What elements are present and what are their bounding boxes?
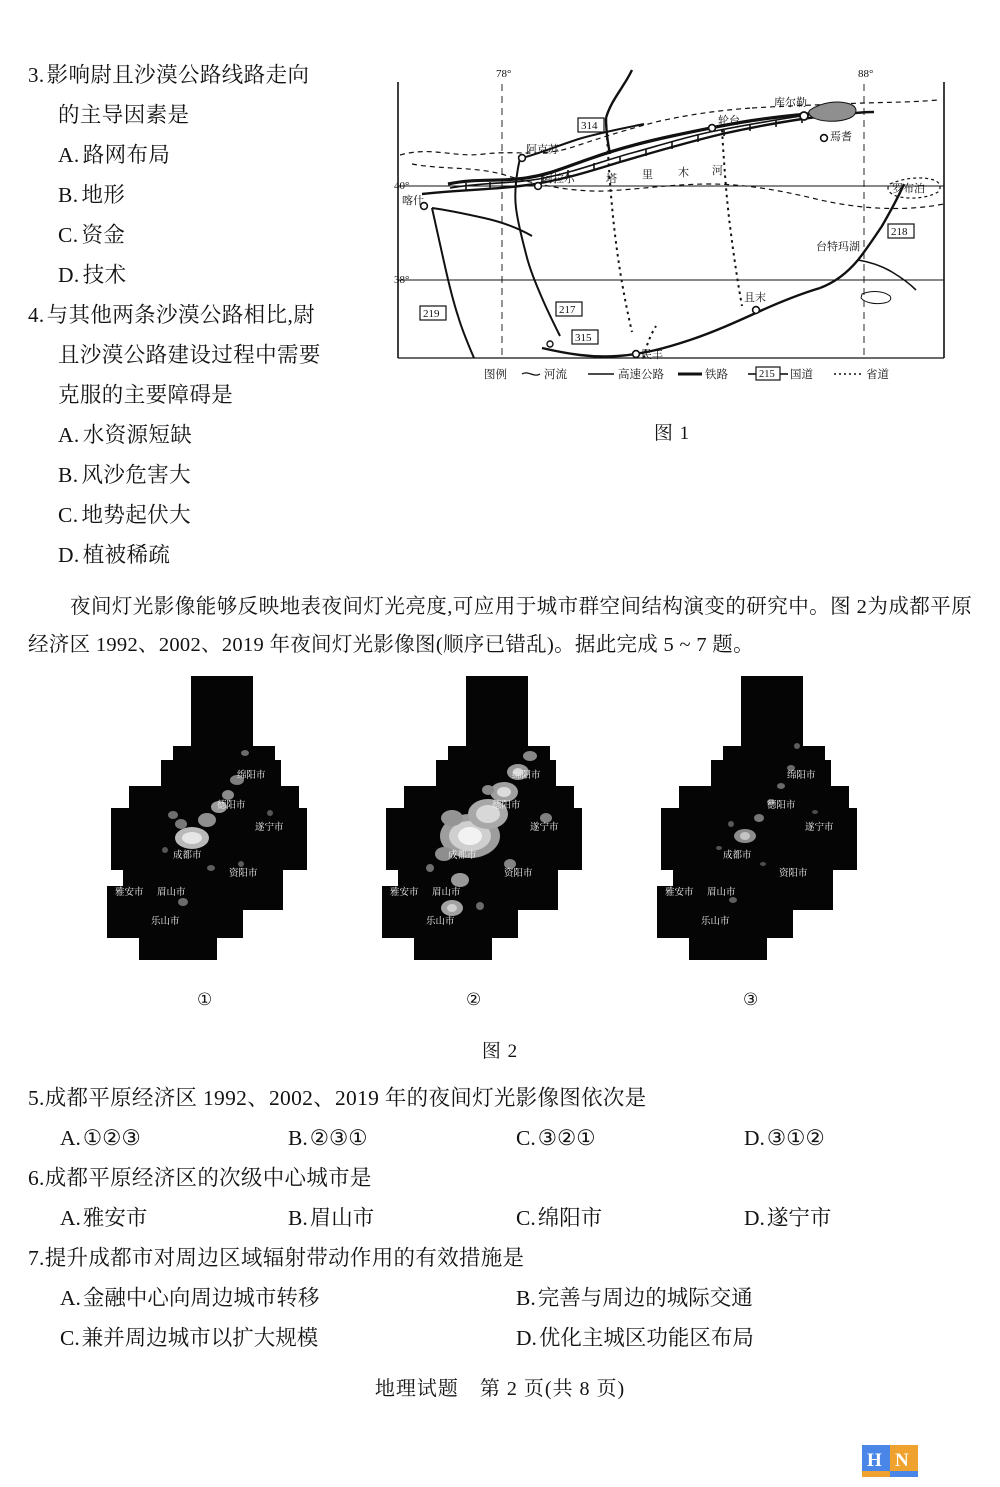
city-label-chengdu: 成都市 bbox=[448, 850, 477, 861]
option-label: A. bbox=[58, 423, 80, 447]
label-yanqi: 焉耆 bbox=[830, 131, 852, 143]
question-5-number: 5. bbox=[28, 1086, 45, 1110]
question-6-option-a[interactable] bbox=[60, 1198, 288, 1238]
option-text: 遂宁市 bbox=[766, 1206, 832, 1230]
city-label-meishan: 眉山市 bbox=[432, 887, 461, 898]
nightlight-panel-1 bbox=[95, 668, 365, 1009]
latitude-label-40: 40° bbox=[394, 180, 410, 192]
option-label: B. bbox=[288, 1206, 308, 1230]
svg-text:217: 217 bbox=[559, 304, 576, 316]
question-5-options bbox=[28, 1118, 972, 1158]
option-text: ③①② bbox=[766, 1126, 825, 1150]
question-3-option-c[interactable] bbox=[28, 215, 380, 255]
option-text: 地形 bbox=[81, 183, 126, 207]
label-minfeng: 民丰 bbox=[641, 349, 663, 361]
city-label-mianyang: 绵阳市 bbox=[512, 770, 541, 781]
question-4-option-d[interactable] bbox=[28, 535, 380, 575]
city-dot-alaer bbox=[535, 183, 542, 190]
city-label-deyang: 德阳市 bbox=[217, 800, 246, 811]
shield-315 bbox=[572, 330, 598, 344]
city-dot-hotan bbox=[547, 341, 553, 347]
label-alaer: 阿拉尔 bbox=[542, 173, 575, 185]
nightlight-panels bbox=[95, 668, 915, 1009]
panel-3-number: ③ bbox=[743, 990, 759, 1009]
city-dot-qiemo bbox=[753, 307, 760, 314]
question-7-number: 7. bbox=[28, 1246, 45, 1270]
hn-book-logo bbox=[852, 1442, 934, 1480]
city-label-yaan: 雅安市 bbox=[390, 887, 419, 898]
city-label-chengdu: 成都市 bbox=[173, 850, 202, 861]
shield-217 bbox=[556, 302, 582, 316]
city-dot-aksu bbox=[519, 155, 526, 162]
longitude-label-88: 88° bbox=[858, 68, 874, 80]
option-label: D. bbox=[744, 1126, 765, 1150]
top-section bbox=[0, 0, 1000, 580]
question-4-option-a[interactable] bbox=[28, 415, 380, 455]
figure-2-caption: 图 2 bbox=[481, 1041, 519, 1062]
question-3-option-b[interactable] bbox=[28, 175, 380, 215]
city-label-yaan: 雅安市 bbox=[665, 887, 694, 898]
city-label-meishan: 眉山市 bbox=[707, 887, 736, 898]
legend-label-river: 河流 bbox=[544, 369, 567, 381]
svg-text:315: 315 bbox=[575, 332, 592, 344]
svg-text:314: 314 bbox=[581, 120, 598, 132]
map-svg bbox=[392, 58, 952, 388]
option-label: A. bbox=[60, 1286, 81, 1310]
label-he: 河 bbox=[712, 165, 723, 177]
passage-text: 夜间灯光影像能够反映地表夜间灯光亮度,可应用于城市群空间结构演变的研究中。图 2为成都平原经济区 1992、2002、2019 年夜间灯光影像图(顺序已错乱)。据此完成 5 ~ 7 题。 bbox=[28, 596, 972, 656]
question-4-stem-line3: 克服的主要障碍是 bbox=[58, 383, 234, 407]
option-label: C. bbox=[516, 1126, 536, 1150]
question-6-option-c[interactable] bbox=[516, 1198, 744, 1238]
legend-label-national-road: 国道 bbox=[790, 369, 813, 381]
logo-right-foot bbox=[890, 1471, 918, 1477]
nightlight-image-1 bbox=[95, 668, 365, 988]
svg-text:218: 218 bbox=[891, 226, 908, 238]
option-label: D. bbox=[58, 543, 80, 567]
option-label: C. bbox=[58, 503, 79, 527]
option-text: 优化主城区功能区布局 bbox=[538, 1326, 754, 1350]
label-aksu: 阿克苏 bbox=[526, 144, 559, 156]
figure-1-caption: 图 1 bbox=[653, 423, 691, 444]
option-text: 风沙危害大 bbox=[81, 463, 192, 487]
longitude-label-78: 78° bbox=[496, 68, 512, 80]
question-7 bbox=[28, 1238, 972, 1358]
question-7-stem bbox=[28, 1238, 972, 1278]
page-footer: 地理试题 第 2 页(共 8 页) bbox=[374, 1378, 626, 1400]
city-dot-luntai bbox=[709, 125, 716, 132]
city-dot-yanqi bbox=[821, 135, 828, 142]
option-text: 地势起伏大 bbox=[81, 503, 192, 527]
option-label: A. bbox=[58, 143, 80, 167]
city-label-ziyang: 资阳市 bbox=[229, 868, 258, 879]
option-label: D. bbox=[516, 1326, 537, 1350]
question-column-left bbox=[28, 55, 380, 575]
option-label: A. bbox=[60, 1126, 81, 1150]
question-4-stem-line2: 且沙漠公路建设过程中需要 bbox=[58, 343, 321, 367]
question-6-option-d[interactable] bbox=[744, 1198, 972, 1238]
label-korla: 库尔勒 bbox=[774, 97, 807, 109]
label-lopnur: 罗布泊 bbox=[892, 183, 925, 195]
option-label: C. bbox=[60, 1326, 80, 1350]
option-text: 兼并周边城市以扩大规模 bbox=[81, 1326, 319, 1350]
question-6-number: 6. bbox=[28, 1166, 45, 1190]
label-li: 里 bbox=[642, 169, 653, 181]
question-4-option-c[interactable] bbox=[28, 495, 380, 535]
question-5-text: 成都平原经济区 1992、2002、2019 年的夜间灯光影像图依次是 bbox=[44, 1086, 647, 1110]
shield-218 bbox=[888, 224, 914, 238]
city-dot-minfeng bbox=[633, 351, 640, 358]
option-text: 雅安市 bbox=[82, 1206, 148, 1230]
tarim-basin-map bbox=[392, 58, 952, 381]
figure-2 bbox=[0, 668, 1000, 1068]
city-label-mianyang: 绵阳市 bbox=[787, 770, 816, 781]
option-label: C. bbox=[58, 223, 79, 247]
publisher-logo bbox=[852, 1442, 934, 1480]
city-label-suining: 遂宁市 bbox=[530, 822, 559, 833]
city-label-deyang: 德阳市 bbox=[492, 800, 521, 811]
panel-1-number: ① bbox=[197, 990, 213, 1009]
latitude-label-38: 38° bbox=[394, 274, 410, 286]
question-7-option-b[interactable] bbox=[516, 1278, 972, 1318]
city-label-chengdu: 成都市 bbox=[723, 850, 752, 861]
label-ta: 塔 bbox=[606, 173, 617, 185]
logo-left-foot bbox=[862, 1471, 890, 1477]
option-label: D. bbox=[744, 1206, 765, 1230]
option-text: 眉山市 bbox=[309, 1206, 375, 1230]
question-7-text: 提升成都市对周边区域辐射带动作用的有效措施是 bbox=[44, 1246, 525, 1270]
question-5-stem bbox=[28, 1078, 972, 1118]
question-6-options bbox=[28, 1198, 972, 1238]
question-3-stem-line1: 影响尉且沙漠公路线路走向 bbox=[46, 63, 310, 87]
option-text: 水资源短缺 bbox=[82, 423, 193, 447]
option-text: 路网布局 bbox=[82, 143, 171, 167]
label-mu: 木 bbox=[678, 167, 689, 179]
question-7-option-a[interactable] bbox=[60, 1278, 516, 1318]
question-4-number: 4. bbox=[28, 303, 45, 327]
option-label: B. bbox=[288, 1126, 308, 1150]
question-6-option-b[interactable] bbox=[288, 1198, 516, 1238]
city-label-mianyang: 绵阳市 bbox=[237, 770, 266, 781]
option-label: C. bbox=[516, 1206, 536, 1230]
question-3-number: 3. bbox=[28, 63, 45, 87]
option-label: B. bbox=[58, 463, 79, 487]
question-7-options-row2 bbox=[28, 1318, 972, 1358]
city-label-leshan: 乐山市 bbox=[151, 916, 180, 927]
legend-label-provincial-road: 省道 bbox=[866, 369, 889, 381]
city-label-ziyang: 资阳市 bbox=[779, 868, 808, 879]
panel-2-number: ② bbox=[466, 990, 482, 1009]
city-label-ziyang: 资阳市 bbox=[504, 868, 533, 879]
label-kashi: 喀什 bbox=[402, 195, 424, 207]
question-7-option-d[interactable] bbox=[516, 1318, 972, 1358]
city-label-suining: 遂宁市 bbox=[805, 822, 834, 833]
question-4-stem-line1: 与其他两条沙漠公路相比,尉 bbox=[46, 303, 316, 327]
question-6-stem bbox=[28, 1158, 972, 1198]
option-text: 技术 bbox=[82, 263, 127, 287]
shield-314 bbox=[578, 118, 604, 132]
question-5 bbox=[28, 1078, 972, 1158]
svg-text:219: 219 bbox=[423, 308, 440, 320]
city-dot-korla bbox=[800, 112, 808, 120]
legend-label-railway: 铁路 bbox=[705, 369, 728, 381]
question-5-option-d[interactable] bbox=[744, 1118, 972, 1158]
nightlight-panel-3 bbox=[645, 668, 915, 1009]
question-7-options-row1 bbox=[28, 1278, 972, 1318]
option-text: 金融中心向周边城市转移 bbox=[82, 1286, 320, 1310]
option-label: B. bbox=[516, 1286, 536, 1310]
question-3-option-d[interactable] bbox=[28, 255, 380, 295]
city-label-leshan: 乐山市 bbox=[426, 916, 455, 927]
question-5-option-b[interactable] bbox=[288, 1118, 516, 1158]
city-label-suining: 遂宁市 bbox=[255, 822, 284, 833]
shield-219 bbox=[420, 306, 446, 320]
city-label-deyang: 德阳市 bbox=[767, 800, 796, 811]
question-4-option-b[interactable] bbox=[28, 455, 380, 495]
label-luntai: 轮台 bbox=[718, 115, 740, 127]
question-column-lower bbox=[28, 1078, 972, 1358]
logo-letter-h: H bbox=[867, 1450, 882, 1471]
figure-1 bbox=[392, 58, 952, 458]
option-label: D. bbox=[58, 263, 80, 287]
question-4 bbox=[28, 295, 380, 575]
logo-letter-n: N bbox=[895, 1450, 909, 1471]
legend-title: 图例 bbox=[484, 369, 507, 381]
option-text: 植被稀疏 bbox=[82, 543, 171, 567]
label-qiemo: 且末 bbox=[744, 292, 766, 304]
option-text: 完善与周边的城际交通 bbox=[537, 1286, 753, 1310]
option-text: ①②③ bbox=[82, 1126, 141, 1150]
question-5-option-c[interactable] bbox=[516, 1118, 744, 1158]
question-5-option-a[interactable] bbox=[60, 1118, 288, 1158]
city-label-yaan: 雅安市 bbox=[115, 887, 144, 898]
label-taitema: 台特玛湖 bbox=[816, 241, 860, 253]
city-label-leshan: 乐山市 bbox=[701, 916, 730, 927]
question-3 bbox=[28, 55, 380, 295]
city-label-meishan: 眉山市 bbox=[157, 887, 186, 898]
nightlight-image-2 bbox=[370, 668, 640, 988]
option-text: 资金 bbox=[81, 223, 126, 247]
legend-shield-number: 215 bbox=[759, 369, 775, 380]
nightlight-image-3 bbox=[645, 668, 915, 988]
legend-label-expressway: 高速公路 bbox=[618, 369, 664, 381]
question-6 bbox=[28, 1158, 972, 1238]
question-3-option-a[interactable] bbox=[28, 135, 380, 175]
question-7-option-c[interactable] bbox=[60, 1318, 516, 1358]
option-label: B. bbox=[58, 183, 79, 207]
nightlight-panel-2 bbox=[370, 668, 640, 1009]
question-3-stem-line2: 的主导因素是 bbox=[58, 103, 190, 127]
question-6-text: 成都平原经济区的次级中心城市是 bbox=[44, 1166, 372, 1190]
option-text: 绵阳市 bbox=[537, 1206, 603, 1230]
option-text: ②③① bbox=[309, 1126, 368, 1150]
option-label: A. bbox=[60, 1206, 81, 1230]
option-text: ③②① bbox=[537, 1126, 596, 1150]
